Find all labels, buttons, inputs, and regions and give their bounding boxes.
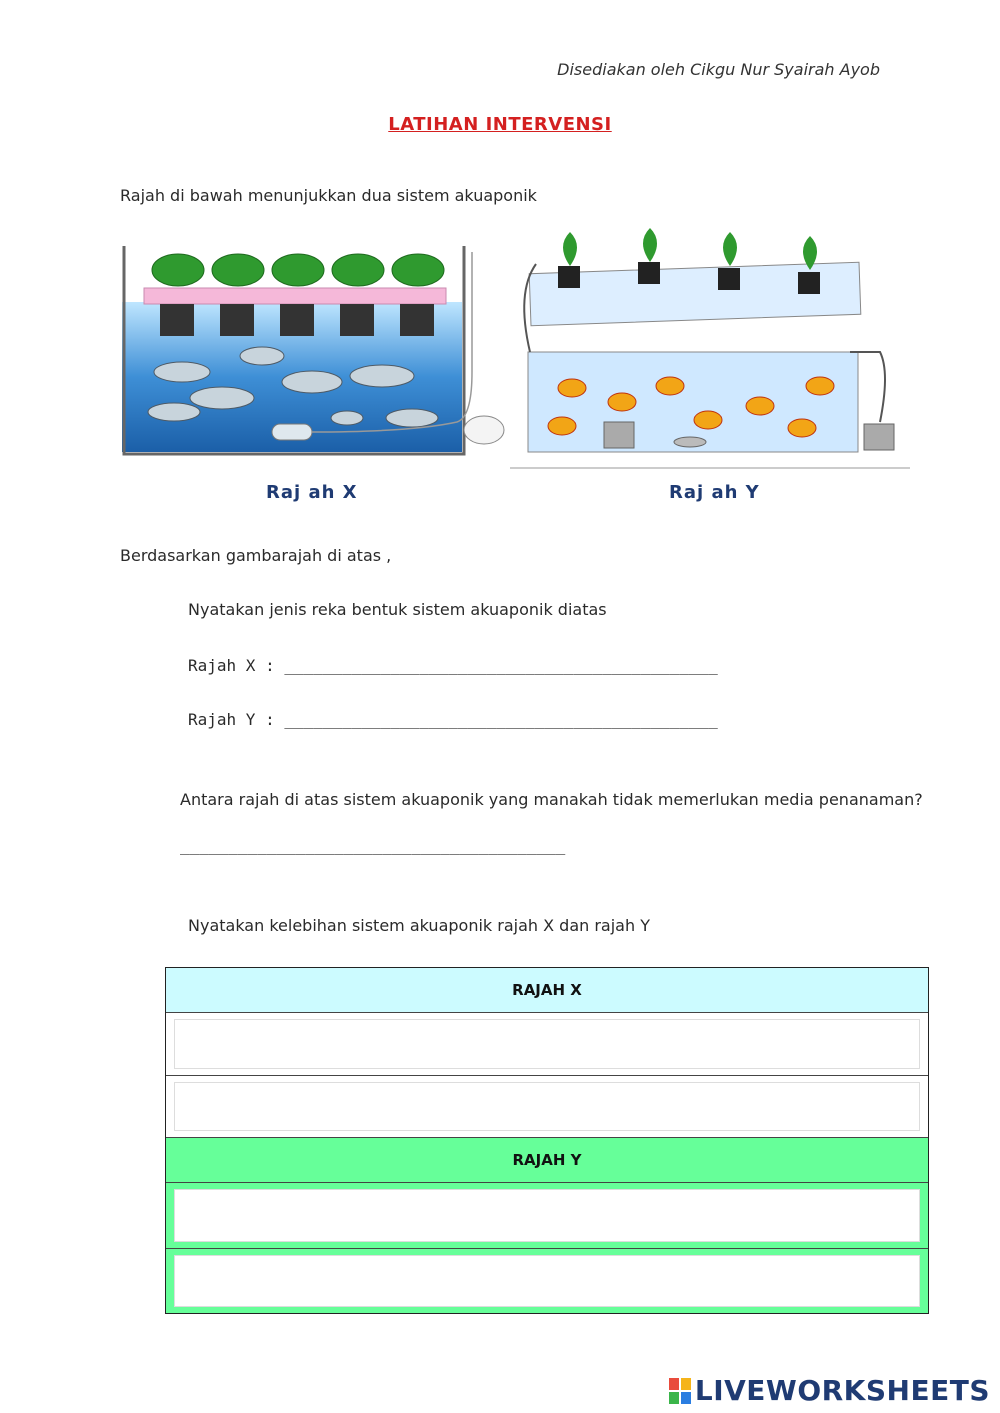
figure-y-illustration	[510, 222, 910, 472]
advantages-table	[165, 967, 929, 1314]
question-3: Nyatakan kelebihan sistem akuaponik rajah X dan rajah Y	[188, 916, 650, 935]
figure-y-caption: Raj ah Y	[669, 482, 760, 503]
question-2: Antara rajah di atas sistem akuaponik yang manakah tidak memerlukan media penanaman?	[180, 790, 923, 809]
table-row	[166, 1076, 928, 1138]
figure-x-caption: Raj ah X	[266, 482, 358, 503]
answer-field-y1[interactable]	[174, 1189, 920, 1242]
table-header-rajah-x: RAJAH X	[166, 968, 928, 1013]
table-row	[166, 1013, 928, 1076]
answer-field-x1[interactable]	[174, 1019, 920, 1069]
logo-text: LIVEWORKSHEETS	[694, 1374, 990, 1407]
question-1: Nyatakan jenis reka bentuk sistem akuaponik diatas	[188, 600, 607, 619]
liveworksheets-logo	[669, 1374, 990, 1407]
table-row	[166, 1249, 928, 1313]
liveworksheets-badge-icon	[669, 1378, 691, 1404]
figure-x-illustration	[112, 232, 510, 462]
answer-field-y2[interactable]	[174, 1255, 920, 1307]
table-header-rajah-y: RAJAH Y	[166, 1138, 928, 1183]
answer-field-x2[interactable]	[174, 1082, 920, 1131]
answer-line-rajah-x[interactable]: Rajah X : _____________________________________________	[188, 656, 718, 675]
table-row	[166, 1183, 928, 1249]
answer-line-q2[interactable]: ________________________________________	[180, 836, 566, 855]
author-credit: Disediakan oleh Cikgu Nur Syairah Ayob	[557, 60, 880, 79]
page-title: LATIHAN INTERVENSI	[388, 114, 612, 135]
answer-line-rajah-y[interactable]: Rajah Y : _____________________________________________	[188, 710, 718, 729]
lead-text: Berdasarkan gambarajah di atas ,	[120, 546, 392, 565]
intro-text: Rajah di bawah menunjukkan dua sistem akuaponik	[120, 186, 537, 205]
